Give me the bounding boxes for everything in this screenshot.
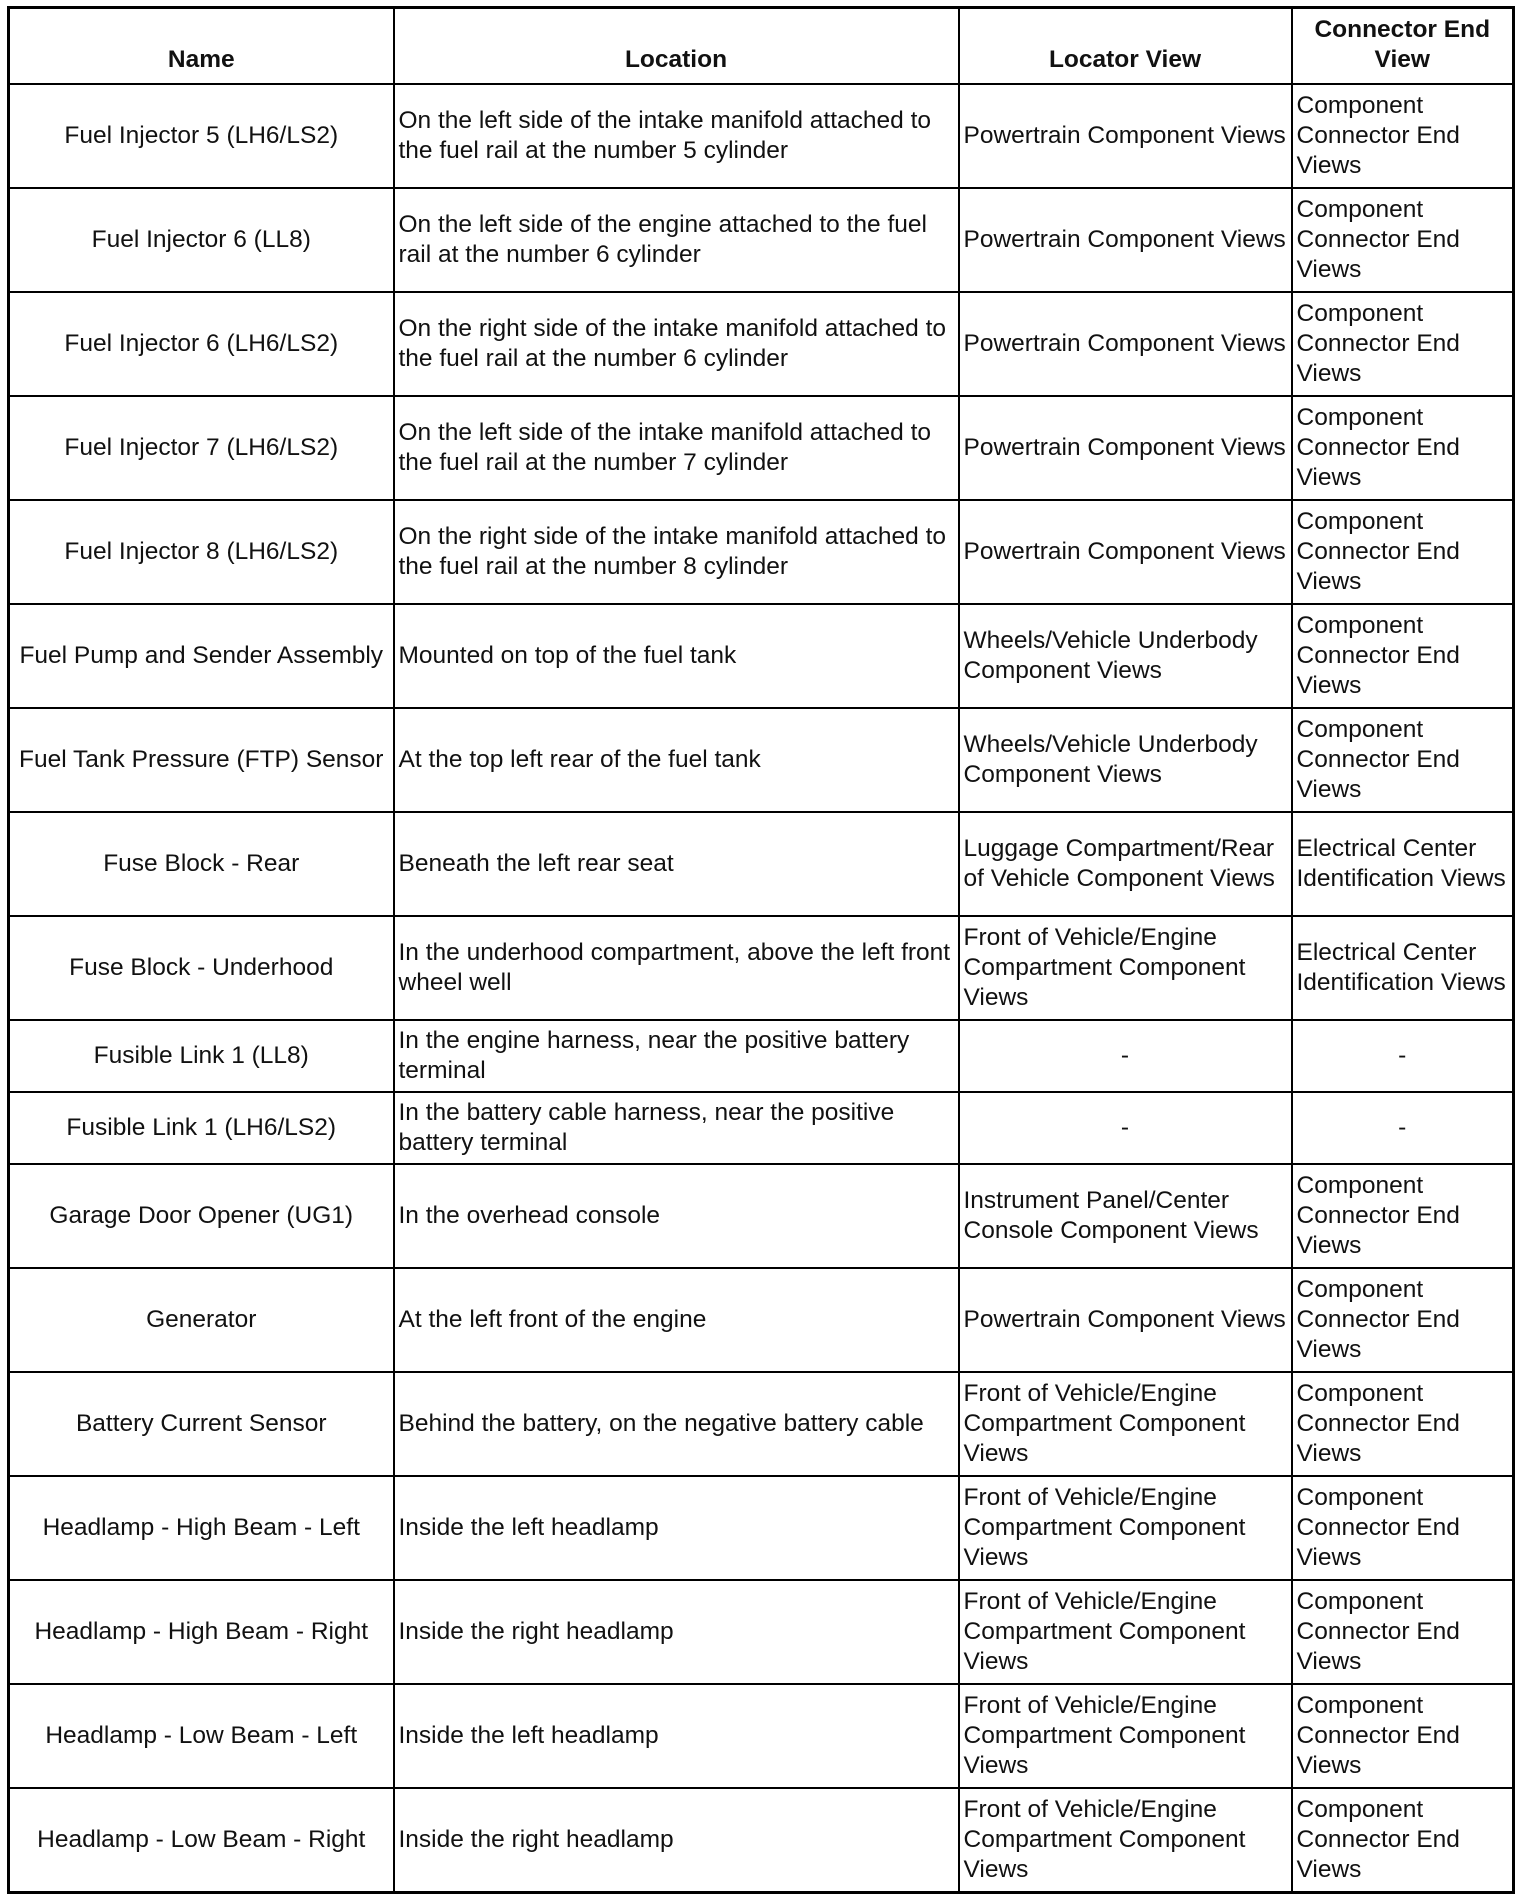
connector-end-view-cell: -: [1292, 1020, 1514, 1092]
component-name-cell: Headlamp - Low Beam - Right: [9, 1788, 394, 1893]
location-cell: In the overhead console: [394, 1164, 959, 1268]
location-cell: Mounted on top of the fuel tank: [394, 604, 959, 708]
locator-view-cell: Front of Vehicle/Engine Compartment Component Views: [959, 1372, 1292, 1476]
locator-view-cell: Front of Vehicle/Engine Compartment Component Views: [959, 916, 1292, 1020]
locator-view-cell: Powertrain Component Views: [959, 396, 1292, 500]
connector-end-view-cell: Component Connector End Views: [1292, 292, 1514, 396]
locator-view-cell: Powertrain Component Views: [959, 292, 1292, 396]
component-name-cell: Fuse Block - Underhood: [9, 916, 394, 1020]
table-row: [9, 1164, 1514, 1268]
connector-end-view-cell: Component Connector End Views: [1292, 500, 1514, 604]
component-name-cell: Fuel Tank Pressure (FTP) Sensor: [9, 708, 394, 812]
component-name-cell: Fuel Injector 7 (LH6/LS2): [9, 396, 394, 500]
locator-view-cell: Instrument Panel/Center Console Component Views: [959, 1164, 1292, 1268]
table-row: [9, 1684, 1514, 1788]
table-row: [9, 188, 1514, 292]
connector-end-view-cell: Electrical Center Identification Views: [1292, 812, 1514, 916]
connector-end-view-cell: Component Connector End Views: [1292, 1372, 1514, 1476]
component-name-cell: Headlamp - Low Beam - Left: [9, 1684, 394, 1788]
table-row: [9, 500, 1514, 604]
connector-end-view-cell: -: [1292, 1092, 1514, 1164]
table-row: [9, 1020, 1514, 1092]
table-row: [9, 916, 1514, 1020]
locator-view-cell: Front of Vehicle/Engine Compartment Component Views: [959, 1788, 1292, 1893]
locator-view-cell: Front of Vehicle/Engine Compartment Component Views: [959, 1580, 1292, 1684]
component-name-cell: Generator: [9, 1268, 394, 1372]
connector-end-view-cell: Component Connector End Views: [1292, 84, 1514, 188]
location-cell: On the right side of the intake manifold attached to the fuel rail at the number 6 cylinder: [394, 292, 959, 396]
connector-end-view-cell: Component Connector End Views: [1292, 1476, 1514, 1580]
header-name: Name: [9, 8, 394, 85]
connector-end-view-cell: Component Connector End Views: [1292, 604, 1514, 708]
component-name-cell: Fuse Block - Rear: [9, 812, 394, 916]
locator-view-cell: -: [959, 1092, 1292, 1164]
connector-end-view-cell: Component Connector End Views: [1292, 1788, 1514, 1893]
connector-end-view-cell: Component Connector End Views: [1292, 708, 1514, 812]
location-cell: Inside the left headlamp: [394, 1684, 959, 1788]
component-name-cell: Fuel Pump and Sender Assembly: [9, 604, 394, 708]
table-row: [9, 604, 1514, 708]
component-name-cell: Fusible Link 1 (LL8): [9, 1020, 394, 1092]
locator-view-cell: Powertrain Component Views: [959, 500, 1292, 604]
locator-view-cell: Front of Vehicle/Engine Compartment Component Views: [959, 1684, 1292, 1788]
locator-view-cell: Front of Vehicle/Engine Compartment Component Views: [959, 1476, 1292, 1580]
locator-view-cell: -: [959, 1020, 1292, 1092]
table-row: [9, 708, 1514, 812]
table-row: [9, 396, 1514, 500]
table-body: [9, 84, 1514, 1893]
locator-view-cell: Powertrain Component Views: [959, 84, 1292, 188]
location-cell: On the right side of the intake manifold attached to the fuel rail at the number 8 cylinder: [394, 500, 959, 604]
component-name-cell: Fuel Injector 6 (LH6/LS2): [9, 292, 394, 396]
table-row: [9, 1092, 1514, 1164]
locator-view-cell: Powertrain Component Views: [959, 188, 1292, 292]
connector-end-view-cell: Component Connector End Views: [1292, 1268, 1514, 1372]
table-row: [9, 1372, 1514, 1476]
locator-view-cell: Luggage Compartment/Rear of Vehicle Component Views: [959, 812, 1292, 916]
table-row: [9, 292, 1514, 396]
location-cell: On the left side of the engine attached to the fuel rail at the number 6 cylinder: [394, 188, 959, 292]
location-cell: Beneath the left rear seat: [394, 812, 959, 916]
table-row: [9, 1788, 1514, 1893]
table-row: [9, 1476, 1514, 1580]
table-row: [9, 1268, 1514, 1372]
component-name-cell: Battery Current Sensor: [9, 1372, 394, 1476]
location-cell: On the left side of the intake manifold attached to the fuel rail at the number 7 cylinder: [394, 396, 959, 500]
component-name-cell: Fuel Injector 5 (LH6/LS2): [9, 84, 394, 188]
header-locator-view: Locator View: [959, 8, 1292, 85]
header-location: Location: [394, 8, 959, 85]
location-cell: On the left side of the intake manifold attached to the fuel rail at the number 5 cylinder: [394, 84, 959, 188]
component-locator-table: [7, 6, 1515, 1894]
location-cell: In the underhood compartment, above the left front wheel well: [394, 916, 959, 1020]
location-cell: Inside the right headlamp: [394, 1580, 959, 1684]
table-row: [9, 812, 1514, 916]
connector-end-view-cell: Electrical Center Identification Views: [1292, 916, 1514, 1020]
connector-end-view-cell: Component Connector End Views: [1292, 1580, 1514, 1684]
table-row: [9, 1580, 1514, 1684]
component-locator-sheet: [7, 6, 1512, 1883]
locator-view-cell: Powertrain Component Views: [959, 1268, 1292, 1372]
location-cell: Behind the battery, on the negative battery cable: [394, 1372, 959, 1476]
table-row: [9, 84, 1514, 188]
header-row: [9, 8, 1514, 85]
location-cell: At the top left rear of the fuel tank: [394, 708, 959, 812]
connector-end-view-cell: Component Connector End Views: [1292, 1164, 1514, 1268]
connector-end-view-cell: Component Connector End Views: [1292, 188, 1514, 292]
location-cell: Inside the left headlamp: [394, 1476, 959, 1580]
connector-end-view-cell: Component Connector End Views: [1292, 1684, 1514, 1788]
component-name-cell: Headlamp - High Beam - Left: [9, 1476, 394, 1580]
location-cell: In the engine harness, near the positive battery terminal: [394, 1020, 959, 1092]
locator-view-cell: Wheels/Vehicle Underbody Component Views: [959, 708, 1292, 812]
component-name-cell: Fusible Link 1 (LH6/LS2): [9, 1092, 394, 1164]
component-name-cell: Garage Door Opener (UG1): [9, 1164, 394, 1268]
component-name-cell: Headlamp - High Beam - Right: [9, 1580, 394, 1684]
connector-end-view-cell: Component Connector End Views: [1292, 396, 1514, 500]
header-connector-end-view: Connector End View: [1292, 8, 1514, 85]
location-cell: At the left front of the engine: [394, 1268, 959, 1372]
location-cell: Inside the right headlamp: [394, 1788, 959, 1893]
component-name-cell: Fuel Injector 6 (LL8): [9, 188, 394, 292]
location-cell: In the battery cable harness, near the positive battery terminal: [394, 1092, 959, 1164]
locator-view-cell: Wheels/Vehicle Underbody Component Views: [959, 604, 1292, 708]
component-name-cell: Fuel Injector 8 (LH6/LS2): [9, 500, 394, 604]
